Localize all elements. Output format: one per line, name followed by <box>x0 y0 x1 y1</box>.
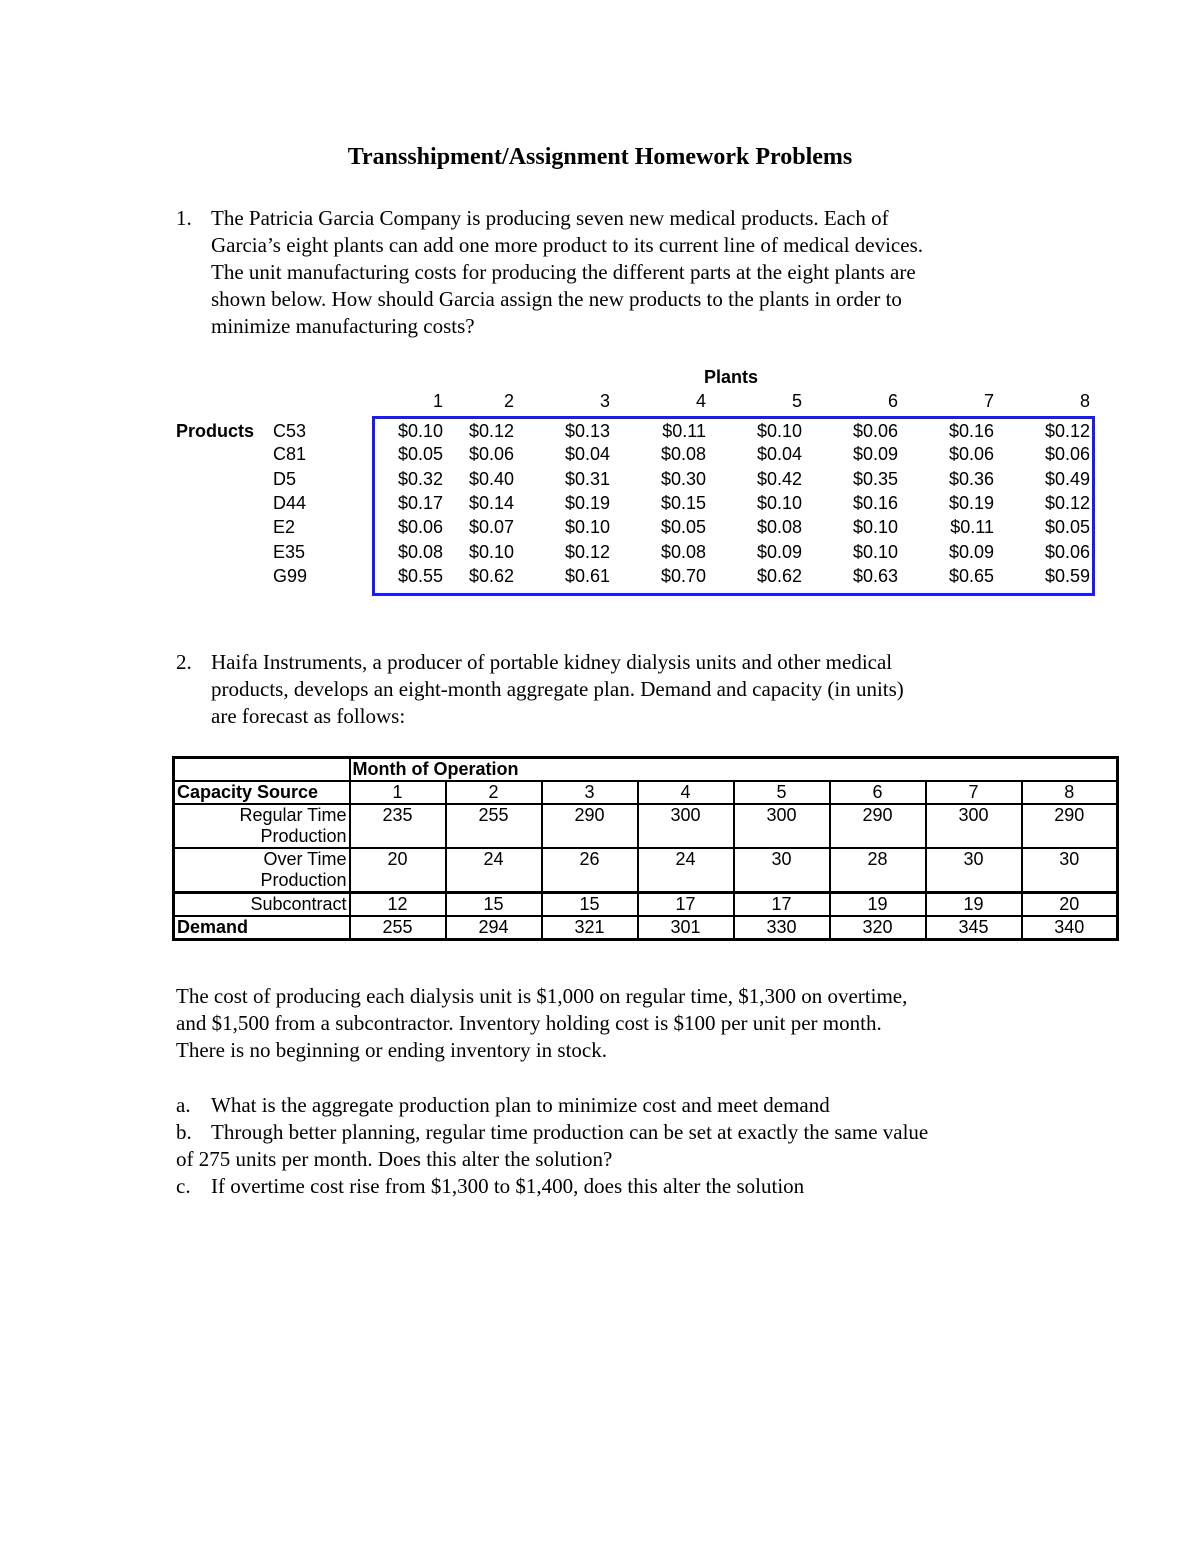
over-time-cell: 24 <box>446 848 542 893</box>
table-row-months <box>174 781 1118 804</box>
aggregate-plan-table <box>172 756 1119 941</box>
plant-number: 5 <box>791 391 802 411</box>
cost-cell: $0.06 <box>397 517 443 537</box>
cost-cell: $0.17 <box>397 493 443 513</box>
product-name: E2 <box>273 517 296 537</box>
cost-paragraph: The cost of producing each dialysis unit is $1,000 on regular time, $1,300 on overtime, and $1,500 from a subcontractor. Inventory holding cost is $100 per unit per month. There is no beginning or ending inventory in stock. <box>176 984 908 1062</box>
cost-cell: $0.06 <box>468 444 514 464</box>
cost-cell: $0.05 <box>660 517 706 537</box>
plant-number: 2 <box>503 391 514 411</box>
question-1 <box>176 205 1016 340</box>
cost-cell: $0.62 <box>756 566 802 586</box>
empty-corner-cell <box>174 758 350 782</box>
cost-cell: $0.10 <box>852 542 898 562</box>
part-b-letter: b. <box>176 1120 192 1144</box>
part-a <box>176 1092 1036 1119</box>
cost-cell: $0.61 <box>564 566 610 586</box>
regular-time-label-line1: Regular Time <box>239 805 347 825</box>
month-cell: 5 <box>734 781 830 804</box>
demand-cell: 321 <box>542 916 638 940</box>
question-2 <box>176 649 1016 730</box>
cost-cell: $0.11 <box>950 517 994 537</box>
part-b <box>176 1119 1036 1146</box>
plants-header: Plants <box>704 367 759 387</box>
cost-cell: $0.70 <box>660 566 706 586</box>
plant-number: 6 <box>887 391 898 411</box>
cost-cell: $0.09 <box>756 542 802 562</box>
regular-time-label <box>174 804 350 848</box>
cost-cell: $0.65 <box>948 566 994 586</box>
capacity-source-label: Capacity Source <box>174 781 350 804</box>
question-2-number: 2. <box>176 650 192 674</box>
subcontract-cell: 15 <box>542 893 638 917</box>
cost-cell: $0.10 <box>756 421 802 441</box>
month-cell: 7 <box>926 781 1022 804</box>
product-name: C81 <box>273 444 307 464</box>
regular-time-cell: 235 <box>350 804 446 848</box>
cost-cell: $0.16 <box>852 493 898 513</box>
cost-cell: $0.12 <box>468 421 514 441</box>
cost-cell: $0.13 <box>564 421 610 441</box>
cost-cell: $0.19 <box>564 493 610 513</box>
cost-cell: $0.35 <box>852 469 898 489</box>
regular-time-cell: 290 <box>542 804 638 848</box>
product-name: D5 <box>273 469 297 489</box>
cost-cell: $0.55 <box>397 566 443 586</box>
month-cell: 2 <box>446 781 542 804</box>
cost-cell: $0.06 <box>1044 444 1090 464</box>
month-cell: 8 <box>1022 781 1118 804</box>
cost-cell: $0.08 <box>660 444 706 464</box>
cost-cell: $0.12 <box>564 542 610 562</box>
demand-cell: 340 <box>1022 916 1118 940</box>
table-row-demand <box>174 916 1118 940</box>
cost-cell: $0.05 <box>397 444 443 464</box>
demand-cell: 320 <box>830 916 926 940</box>
cost-cell: $0.10 <box>756 493 802 513</box>
cost-cell: $0.16 <box>948 421 994 441</box>
cost-cell: $0.36 <box>948 469 994 489</box>
cost-cell: $0.05 <box>1044 517 1090 537</box>
plant-number: 7 <box>983 391 994 411</box>
demand-cell: 255 <box>350 916 446 940</box>
cost-cell: $0.08 <box>660 542 706 562</box>
subcontract-cell: 15 <box>446 893 542 917</box>
cost-cell: $0.10 <box>852 517 898 537</box>
plant-number: 1 <box>432 391 443 411</box>
part-a-letter: a. <box>176 1093 191 1117</box>
subcontract-cell: 20 <box>1022 893 1118 917</box>
demand-cell: 330 <box>734 916 830 940</box>
product-name: D44 <box>273 493 307 513</box>
month-cell: 6 <box>830 781 926 804</box>
cost-cell: $0.10 <box>397 421 443 441</box>
cost-cell: $0.06 <box>948 444 994 464</box>
product-name: C53 <box>273 421 307 441</box>
regular-time-cell: 255 <box>446 804 542 848</box>
cost-cell: $0.42 <box>756 469 802 489</box>
part-a-text: What is the aggregate production plan to minimize cost and meet demand <box>211 1093 830 1117</box>
table-row-subcontract <box>174 893 1118 917</box>
month-cell: 3 <box>542 781 638 804</box>
cost-cell: $0.59 <box>1044 566 1090 586</box>
over-time-cell: 30 <box>1022 848 1118 893</box>
cost-cell: $0.06 <box>1044 542 1090 562</box>
part-c <box>176 1173 1036 1200</box>
regular-time-cell: 300 <box>926 804 1022 848</box>
part-c-letter: c. <box>176 1174 191 1198</box>
over-time-label <box>174 848 350 893</box>
demand-label: Demand <box>174 916 350 940</box>
cost-cell: $0.11 <box>662 421 706 441</box>
question-1-number: 1. <box>176 206 192 230</box>
plant-number: 8 <box>1079 391 1090 411</box>
cost-cell: $0.08 <box>756 517 802 537</box>
subcontract-cell: 17 <box>734 893 830 917</box>
over-time-cell: 20 <box>350 848 446 893</box>
cost-cell: $0.31 <box>564 469 610 489</box>
subcontract-cell: 19 <box>830 893 926 917</box>
page-title: Transshipment/Assignment Homework Problems <box>347 144 853 170</box>
part-b-continuation: of 275 units per month. Does this alter the solution? <box>176 1147 613 1171</box>
cost-cell: $0.12 <box>1044 421 1090 441</box>
cost-cell: $0.10 <box>468 542 514 562</box>
product-name: G99 <box>273 566 308 586</box>
cost-cell: $0.62 <box>468 566 514 586</box>
cost-cell: $0.07 <box>468 517 514 537</box>
over-time-cell: 24 <box>638 848 734 893</box>
demand-cell: 301 <box>638 916 734 940</box>
cost-cell: $0.09 <box>852 444 898 464</box>
over-time-cell: 26 <box>542 848 638 893</box>
cost-cell: $0.63 <box>852 566 898 586</box>
subcontract-label: Subcontract <box>174 893 350 917</box>
regular-time-cell: 290 <box>830 804 926 848</box>
products-label: Products <box>176 421 255 441</box>
month-cell: 1 <box>350 781 446 804</box>
demand-cell: 294 <box>446 916 542 940</box>
cost-cell: $0.32 <box>397 469 443 489</box>
cost-cell: $0.40 <box>468 469 514 489</box>
over-time-cell: 28 <box>830 848 926 893</box>
over-time-cell: 30 <box>734 848 830 893</box>
cost-cell: $0.09 <box>948 542 994 562</box>
cost-cell: $0.10 <box>564 517 610 537</box>
cost-cell: $0.04 <box>564 444 610 464</box>
product-name: E35 <box>273 542 306 562</box>
subcontract-cell: 17 <box>638 893 734 917</box>
plant-number: 3 <box>599 391 610 411</box>
month-cell: 4 <box>638 781 734 804</box>
cost-cell: $0.19 <box>948 493 994 513</box>
subcontract-cell: 19 <box>926 893 1022 917</box>
month-of-operation-header: Month of Operation <box>350 758 1118 782</box>
cost-cell: $0.04 <box>756 444 802 464</box>
cost-cell: $0.49 <box>1044 469 1090 489</box>
cost-cell: $0.30 <box>660 469 706 489</box>
demand-cell: 345 <box>926 916 1022 940</box>
regular-time-cell: 290 <box>1022 804 1118 848</box>
table-header-row <box>174 758 1118 782</box>
plant-number: 4 <box>695 391 706 411</box>
regular-time-cell: 300 <box>734 804 830 848</box>
cost-cell: $0.08 <box>397 542 443 562</box>
over-time-cell: 30 <box>926 848 1022 893</box>
over-time-label-line1: Over Time <box>263 849 347 869</box>
cost-cell: $0.12 <box>1044 493 1090 513</box>
table-row-over-time <box>174 848 1118 893</box>
regular-time-label-line2: Production <box>260 826 347 846</box>
part-c-text: If overtime cost rise from $1,300 to $1,400, does this alter the solution <box>211 1174 805 1198</box>
part-b-text: Through better planning, regular time production can be set at exactly the same value <box>211 1120 929 1144</box>
cost-cell: $0.06 <box>852 421 898 441</box>
cost-cell: $0.14 <box>468 493 514 513</box>
cost-cell: $0.15 <box>660 493 706 513</box>
subcontract-cell: 12 <box>350 893 446 917</box>
question-1-text: The Patricia Garcia Company is producing seven new medical products. Each of Garcia’s eight plants can add one more product to its current line of medical devices. The unit manufacturing costs for producing the different parts at the eight plants are shown below. How should Garcia assign the new products to the plants in order to minimize manufacturing costs? <box>211 206 924 338</box>
question-2-text: Haifa Instruments, a producer of portable kidney dialysis units and other medical products, develops an eight-month aggregate plan. Demand and capacity (in units) are forecast as follows: <box>211 650 904 728</box>
table-row-regular-time <box>174 804 1118 848</box>
over-time-label-line2: Production <box>260 870 347 890</box>
regular-time-cell: 300 <box>638 804 734 848</box>
